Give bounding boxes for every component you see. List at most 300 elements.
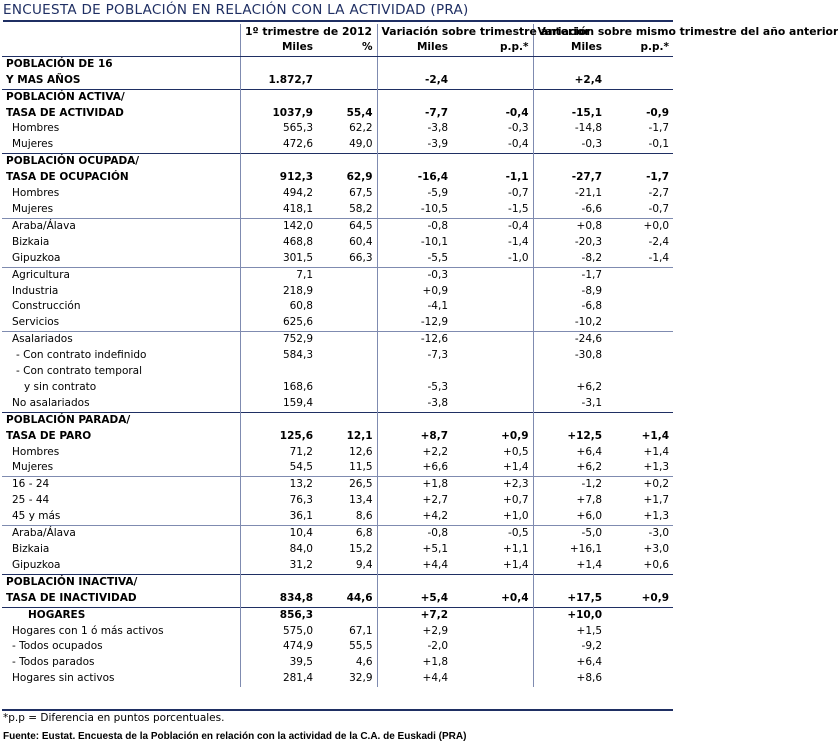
unit-miles: Miles [240, 40, 317, 56]
value-cell: -9,2 [533, 639, 606, 655]
row-label: - Todos parados [12, 656, 95, 669]
table-row [2, 460, 673, 476]
value-cell: 31,2 [240, 558, 317, 574]
table-row [2, 396, 673, 412]
value-cell: -5,5 [377, 251, 452, 267]
units-row [2, 40, 673, 56]
value-cell: +10,0 [533, 607, 606, 623]
value-cell: +0,0 [606, 218, 673, 234]
value-cell [606, 348, 673, 364]
value-cell: +17,5 [533, 591, 606, 607]
value-cell: -1,7 [648, 122, 670, 135]
value-cell: +1,4 [503, 461, 529, 474]
table-row [2, 186, 673, 202]
row-label: Construcción [12, 300, 81, 313]
value-cell: 71,2 [240, 445, 317, 461]
table-row [2, 574, 673, 590]
table-title: ENCUESTA DE POBLACIÓN EN RELACIÓN CON LA ACTIVIDAD (PRA) [3, 2, 673, 22]
value-cell [606, 607, 673, 623]
table-row [2, 251, 673, 267]
value-cell [606, 624, 673, 640]
value-cell [317, 154, 377, 170]
value-cell: +4,4 [377, 671, 452, 687]
value-cell: -3,8 [377, 121, 452, 137]
table-row [2, 121, 673, 137]
table-row [2, 624, 673, 640]
value-cell: -5,3 [377, 380, 452, 396]
value-cell: -10,2 [533, 315, 606, 331]
value-cell: -0,7 [648, 202, 670, 215]
value-cell: +1,3 [643, 461, 670, 474]
value-cell: -16,4 [377, 170, 452, 186]
table-row [2, 154, 673, 170]
value-cell: +8,7 [377, 429, 452, 445]
value-cell: 36,1 [240, 509, 317, 525]
row-label: - Con contrato indefinido [16, 349, 147, 362]
value-cell [452, 671, 533, 687]
value-cell [606, 267, 673, 283]
value-cell: +12,5 [533, 429, 606, 445]
value-cell [377, 56, 452, 72]
value-cell: +1,0 [503, 510, 529, 523]
row-label: POBLACIÓN PARADA/ [2, 412, 240, 428]
row-label: POBLACIÓN ACTIVA/ [2, 89, 240, 105]
value-cell: +5,1 [377, 542, 452, 558]
table-row [2, 56, 673, 72]
value-cell: -1,7 [533, 267, 606, 283]
value-cell: 55,4 [346, 106, 373, 119]
value-cell: -0,4 [505, 106, 529, 119]
value-cell: -6,6 [533, 202, 606, 218]
table-row [2, 445, 673, 461]
value-cell: +7,2 [377, 607, 452, 623]
value-cell: +0,7 [503, 494, 529, 507]
value-cell: -5,0 [533, 526, 606, 542]
value-cell [452, 348, 533, 364]
header-row [2, 24, 673, 40]
table-row [2, 542, 673, 558]
row-label: Bizkaia [12, 235, 50, 248]
row-label: Mujeres [12, 202, 54, 215]
value-cell [377, 364, 452, 380]
row-label: Hombres [12, 122, 60, 135]
value-cell: 281,4 [240, 671, 317, 687]
unit-pp: p.p.* [452, 40, 533, 56]
value-cell: +1,8 [377, 655, 452, 671]
value-cell: +1,5 [533, 624, 606, 640]
value-cell: 13,2 [240, 477, 317, 493]
row-label: HOGARES [2, 607, 240, 623]
table-row [2, 218, 673, 234]
value-cell: 142,0 [240, 218, 317, 234]
value-cell: -1,0 [508, 251, 529, 264]
value-cell [452, 396, 533, 412]
row-label: 16 - 24 [2, 477, 240, 493]
value-cell [452, 607, 533, 623]
value-cell [606, 364, 673, 380]
value-cell: 565,3 [240, 121, 317, 137]
value-cell: 64,5 [317, 218, 377, 234]
table-row [2, 655, 673, 671]
value-cell [317, 299, 377, 315]
value-cell: -30,8 [533, 348, 606, 364]
value-cell: 54,5 [240, 460, 317, 476]
value-cell [606, 73, 673, 89]
value-cell [533, 412, 606, 428]
table-row [2, 591, 673, 607]
value-cell: -0,3 [508, 122, 529, 135]
value-cell: -0,5 [452, 526, 533, 542]
value-cell: -24,6 [533, 332, 606, 348]
value-cell [317, 380, 377, 396]
value-cell [452, 284, 533, 300]
value-cell: +2,2 [377, 445, 452, 461]
value-cell [377, 412, 452, 428]
value-cell [452, 89, 533, 105]
value-cell: 834,8 [240, 591, 317, 607]
value-cell: 494,2 [240, 186, 317, 202]
value-cell: +2,7 [377, 493, 452, 509]
value-cell: +1,4 [503, 558, 529, 571]
value-cell: +6,0 [533, 509, 606, 525]
value-cell: 32,9 [349, 672, 373, 685]
value-cell: -1,4 [648, 251, 670, 264]
value-cell [606, 396, 673, 412]
row-label: TASA DE ACTIVIDAD [6, 106, 124, 119]
row-label: Araba/Álava [2, 526, 240, 542]
table-row [2, 235, 673, 251]
value-cell: +0,9 [377, 284, 452, 300]
row-label: TASA DE INACTIVIDAD [6, 591, 137, 604]
value-cell: 125,6 [240, 429, 317, 445]
value-cell [533, 56, 606, 72]
unit-miles: Miles [377, 40, 452, 56]
value-cell [317, 412, 377, 428]
value-cell: +1,1 [503, 543, 529, 555]
value-cell: 11,5 [349, 461, 373, 474]
row-label: Agricultura [2, 267, 240, 283]
row-label: Gipuzkoa [12, 251, 61, 264]
value-cell: -1,1 [505, 171, 529, 184]
value-cell [317, 56, 377, 72]
value-cell [317, 89, 377, 105]
value-cell: -10,5 [377, 202, 452, 218]
value-cell: +6,2 [533, 460, 606, 476]
value-cell [606, 671, 673, 687]
value-cell: +0,9 [501, 429, 529, 442]
value-cell [606, 56, 673, 72]
value-cell: 67,5 [349, 187, 373, 200]
table-row [2, 671, 673, 687]
header-var-year: Variación sobre mismo trimestre del año anterior [533, 24, 673, 40]
value-cell: 301,5 [240, 251, 317, 267]
value-cell: 9,4 [355, 558, 373, 571]
value-cell: -1,5 [508, 202, 529, 215]
table-row [2, 380, 673, 396]
table-row [2, 493, 673, 509]
table-row [2, 202, 673, 218]
value-cell [533, 89, 606, 105]
value-cell: 66,3 [349, 251, 373, 264]
value-cell [452, 574, 533, 590]
row-label: Hombres [12, 445, 60, 458]
value-cell [240, 154, 317, 170]
value-cell [317, 396, 377, 412]
value-cell: +1,4 [641, 429, 670, 442]
value-cell [240, 574, 317, 590]
value-cell [317, 73, 377, 89]
value-cell: 6,8 [317, 526, 377, 542]
row-label: Mujeres [12, 461, 54, 474]
value-cell: -2,0 [377, 639, 452, 655]
value-cell: +6,2 [533, 380, 606, 396]
value-cell: 575,0 [240, 624, 317, 640]
value-cell [533, 364, 606, 380]
value-cell: +1,8 [377, 477, 452, 493]
value-cell: 60,4 [349, 235, 373, 248]
value-cell [377, 574, 452, 590]
value-cell: +8,6 [533, 671, 606, 687]
value-cell: 84,0 [240, 542, 317, 558]
value-cell [606, 574, 673, 590]
value-cell [606, 154, 673, 170]
value-cell: +4,2 [377, 509, 452, 525]
value-cell: -1,7 [646, 171, 670, 184]
header-var-prev: Variación sobre trimestre anterior [377, 24, 533, 40]
value-cell [317, 284, 377, 300]
value-cell: -12,6 [377, 332, 452, 348]
value-cell: -0,7 [508, 187, 529, 200]
value-cell: -5,9 [377, 186, 452, 202]
row-label: 25 - 44 [12, 494, 50, 507]
row-label: POBLACIÓN DE 16 [6, 57, 113, 70]
value-cell [240, 412, 317, 428]
value-cell [452, 332, 533, 348]
value-cell [452, 73, 533, 89]
value-cell: +16,1 [533, 542, 606, 558]
row-label: Hombres [12, 187, 60, 200]
units-blank [2, 40, 240, 56]
value-cell: -21,1 [533, 186, 606, 202]
table-row [2, 299, 673, 315]
value-cell [452, 299, 533, 315]
value-cell: +0,4 [501, 591, 529, 604]
value-cell: -12,9 [377, 315, 452, 331]
row-label: No asalariados [12, 396, 90, 409]
table-row [2, 477, 673, 493]
value-cell: 39,5 [240, 655, 317, 671]
row-label: TASA DE PARO [6, 429, 92, 442]
footnote: *p.p = Diferencia en puntos porcentuales. [3, 712, 225, 724]
value-cell: 8,6 [355, 510, 373, 523]
value-cell: 856,3 [240, 607, 317, 623]
row-label: Industria [12, 284, 59, 297]
value-cell: 218,9 [240, 284, 317, 300]
value-cell: 12,1 [346, 429, 373, 442]
value-cell: 468,8 [240, 235, 317, 251]
value-cell: -2,7 [648, 187, 670, 200]
value-cell: -0,8 [377, 526, 452, 542]
table-row [2, 348, 673, 364]
value-cell: -2,4 [377, 73, 452, 89]
row-label: Y MAS AÑOS [6, 73, 81, 86]
row-label: Bizkaia [12, 543, 50, 555]
value-cell [317, 574, 377, 590]
value-cell: 7,1 [240, 267, 317, 283]
value-cell: +3,0 [643, 543, 670, 555]
value-cell: 472,6 [240, 137, 317, 153]
row-label: Servicios [12, 316, 60, 329]
table-row [2, 315, 673, 331]
value-cell: 12,6 [349, 445, 373, 458]
value-cell: +6,4 [533, 655, 606, 671]
value-cell: 44,6 [346, 591, 373, 604]
value-cell [452, 380, 533, 396]
value-cell: -15,1 [533, 106, 606, 122]
value-cell: +1,3 [643, 510, 670, 523]
value-cell: 752,9 [240, 332, 317, 348]
value-cell: -3,8 [377, 396, 452, 412]
value-cell: -6,8 [533, 299, 606, 315]
value-cell [317, 315, 377, 331]
value-cell: 625,6 [240, 315, 317, 331]
table-row [2, 558, 673, 574]
value-cell [606, 315, 673, 331]
row-label: Mujeres [12, 138, 54, 151]
value-cell [606, 299, 673, 315]
value-cell: +0,5 [503, 445, 529, 458]
value-cell [317, 348, 377, 364]
header-blank [2, 24, 240, 40]
table-row [2, 284, 673, 300]
value-cell [317, 332, 377, 348]
value-cell: -2,4 [648, 235, 670, 248]
unit-pct: % [317, 40, 377, 56]
value-cell [452, 154, 533, 170]
value-cell: +5,4 [377, 591, 452, 607]
table-row [2, 106, 673, 122]
value-cell: +0,2 [606, 477, 673, 493]
value-cell: 159,4 [240, 396, 317, 412]
value-cell: +7,8 [533, 493, 606, 509]
row-label: POBLACIÓN OCUPADA/ [2, 154, 240, 170]
value-cell: -27,7 [533, 170, 606, 186]
value-cell [377, 89, 452, 105]
value-cell: 418,1 [240, 202, 317, 218]
value-cell: +1,4 [643, 445, 670, 458]
row-label: - Todos ocupados [12, 640, 103, 653]
value-cell: 76,3 [240, 493, 317, 509]
value-cell: 912,3 [240, 170, 317, 186]
value-cell [452, 655, 533, 671]
value-cell: 15,2 [349, 543, 373, 555]
bottom-rule [2, 709, 673, 711]
value-cell: -3,1 [533, 396, 606, 412]
value-cell [240, 364, 317, 380]
table-row [2, 267, 673, 283]
value-cell [533, 574, 606, 590]
unit-pp: p.p.* [606, 40, 673, 56]
value-cell [317, 607, 377, 623]
source-note: Fuente: Eustat. Encuesta de la Población en relación con la actividad de la C.A. de Euskadi (PRA) [3, 731, 467, 742]
table-row [2, 526, 673, 542]
value-cell: 4,6 [355, 656, 373, 669]
table-row [2, 364, 673, 380]
value-cell: +1,4 [533, 558, 606, 574]
value-cell: +0,8 [533, 218, 606, 234]
value-cell [606, 655, 673, 671]
table-row [2, 332, 673, 348]
row-label: POBLACIÓN INACTIVA/ [2, 574, 240, 590]
value-cell [606, 332, 673, 348]
value-cell: 13,4 [349, 494, 373, 507]
value-cell: +4,4 [377, 558, 452, 574]
value-cell: 62,9 [346, 171, 373, 184]
value-cell: 1037,9 [240, 106, 317, 122]
value-cell [452, 315, 533, 331]
row-label: - Con contrato temporal [16, 365, 143, 378]
value-cell: 584,3 [240, 348, 317, 364]
value-cell [452, 267, 533, 283]
value-cell [452, 624, 533, 640]
row-label: TASA DE OCUPACIÓN [6, 171, 129, 184]
value-cell: 1.872,7 [240, 73, 317, 89]
value-cell: -4,1 [377, 299, 452, 315]
value-cell [317, 364, 377, 380]
row-label: Araba/Álava [2, 218, 240, 234]
value-cell: +0,9 [641, 591, 670, 604]
table-row [2, 607, 673, 623]
value-cell: -0,8 [377, 218, 452, 234]
data-table [2, 24, 838, 687]
value-cell: +2,4 [533, 73, 606, 89]
value-cell [452, 364, 533, 380]
value-cell: 62,2 [349, 122, 373, 135]
value-cell [533, 154, 606, 170]
value-cell: -7,7 [377, 106, 452, 122]
value-cell: 58,2 [349, 202, 373, 215]
value-cell: -14,8 [533, 121, 606, 137]
table-row [2, 639, 673, 655]
value-cell [606, 412, 673, 428]
value-cell: 49,0 [349, 138, 373, 151]
value-cell: 55,5 [349, 640, 373, 653]
value-cell [317, 267, 377, 283]
value-cell: 474,9 [240, 639, 317, 655]
value-cell: -8,2 [533, 251, 606, 267]
value-cell [452, 56, 533, 72]
value-cell: 168,6 [240, 380, 317, 396]
value-cell [606, 89, 673, 105]
row-label: Hogares con 1 ó más activos [12, 624, 164, 637]
value-cell: -3,9 [377, 137, 452, 153]
value-cell: +2,3 [452, 477, 533, 493]
row-label: Asalariados [2, 332, 240, 348]
value-cell [606, 284, 673, 300]
unit-miles: Miles [533, 40, 606, 56]
value-cell: -0,1 [648, 138, 670, 151]
value-cell: +0,6 [643, 558, 670, 571]
value-cell [240, 56, 317, 72]
value-cell: +6,6 [377, 460, 452, 476]
row-label: Gipuzkoa [12, 558, 61, 571]
value-cell: -0,3 [533, 137, 606, 153]
value-cell: -7,3 [377, 348, 452, 364]
value-cell [452, 412, 533, 428]
value-cell: -3,0 [606, 526, 673, 542]
value-cell: 26,5 [317, 477, 377, 493]
table-row [2, 137, 673, 153]
